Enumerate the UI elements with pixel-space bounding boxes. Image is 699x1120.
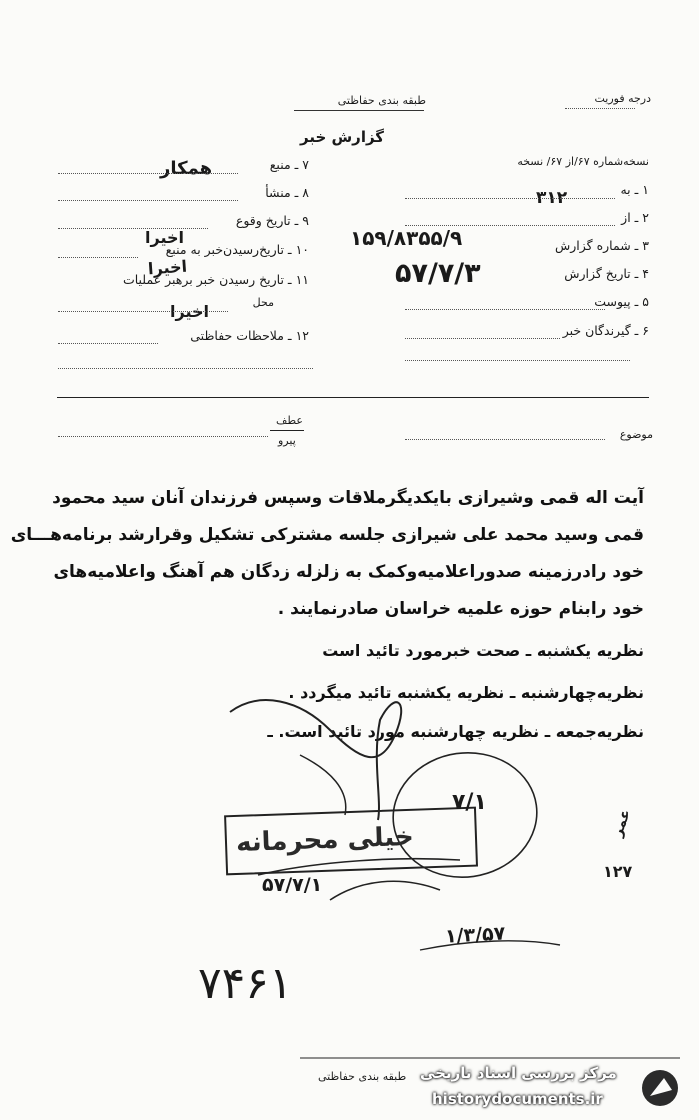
circle-note-oval: [385, 744, 545, 887]
source-value: همکار: [160, 158, 213, 179]
to-label: ۱ ـ به: [620, 182, 649, 197]
place-label: محل: [252, 296, 274, 309]
copy-number: نسخه‌شماره ۶۷/از ۶۷/ نسخه: [517, 155, 649, 168]
occurrence-date-label: ۹ ـ تاریخ وقوع: [235, 213, 309, 228]
report-number-value: ۱۵۹/۸۳۵۵/۹: [350, 226, 463, 250]
origin-label: ۸ ـ منشأ: [265, 185, 309, 200]
attachment-label: ۵ ـ پیوست: [594, 294, 649, 309]
big-number: ۷۴۶۱: [198, 958, 293, 1009]
signature-scribble: [230, 700, 401, 820]
classification-label: طبقه بندی حفاظتی: [337, 94, 426, 107]
watermark-url: historydocuments.ir: [432, 1090, 603, 1108]
from-label: ۲ ـ از: [621, 210, 649, 225]
body-line-3: خود رادرزمینه صدوراعلامیه‌وکمک به زلزله زدگان هم آهنگ واعلامیه‌های: [53, 562, 644, 582]
signature-scribble-2: [300, 755, 346, 815]
side-note-2: ۱۲۷: [603, 862, 633, 881]
ops-receipt-label: ۱۱ ـ تاریخ رسیدن خبر برهبر عملیات: [122, 272, 309, 287]
date-scribble: [330, 881, 440, 900]
to-value: ۳۱۲: [536, 188, 568, 208]
source-receipt-value: اخیرا: [147, 256, 188, 279]
followup-label: پیرو: [278, 434, 296, 447]
reference-label: عطف: [276, 414, 303, 427]
body-line-4: خود رابنام حوزه علمیه خراسان صادرنمایند .: [277, 599, 644, 619]
stamp-text: خیلی محرمانه: [235, 821, 415, 859]
source-label: ۷ ـ منبع: [269, 157, 309, 172]
body-line-1: آیت اله قمی وشیرازی بایکدیگرملاقات وسپس فرزندان آنان سید محمود: [52, 488, 644, 508]
urgency-label: درجه فوریت: [594, 92, 651, 105]
side-note: عمر: [609, 807, 635, 839]
source-receipt-label: ۱۰ ـ تاریخ‌رسیدن‌خبر به منبع: [165, 242, 309, 257]
footer-classification: طبقه بندی حفاظتی: [318, 1070, 407, 1083]
recipients-label: ۶ ـ گیرندگان خبر: [562, 323, 649, 338]
body-line-7: نظریه‌جمعه ـ نظریه چهارشنبه مورد تائید است. ـ: [267, 722, 644, 741]
place-value: اخیرا: [170, 302, 209, 321]
report-number-label: ۳ ـ شماره گزارش: [554, 238, 649, 253]
report-date-label: ۴ ـ تاریخ گزارش: [564, 266, 649, 281]
subject-label: موضوع: [619, 428, 653, 441]
security-notes-label: ۱۲ ـ ملاحظات حفاظتی: [190, 328, 309, 343]
occurrence-date-value: اخیرا: [145, 228, 184, 247]
circle-note: ۷/۱: [452, 790, 487, 815]
watermark-title: مرکز بررسی اسناد تاریخی: [420, 1064, 617, 1082]
body-line-5: نظریه یکشنبه ـ صحت خبرمورد تائید است: [322, 641, 644, 660]
body-line-6: نظریه‌چهارشنبه ـ نظریه یکشنبه تائید میگردد .: [288, 683, 644, 702]
stamp-date: ۵۷/۷/۱: [262, 874, 323, 896]
report-date-value: ۵۷/۷/۳: [395, 258, 481, 289]
page-title: گزارش خبر: [300, 128, 385, 146]
body-line-2: قمی وسید محمد علی شیرازی جلسه مشترکی تشکیل وقرارشد برنامه‌هـــای: [10, 525, 644, 545]
bottom-scribble: ۱/۳/۵۷: [444, 922, 506, 948]
